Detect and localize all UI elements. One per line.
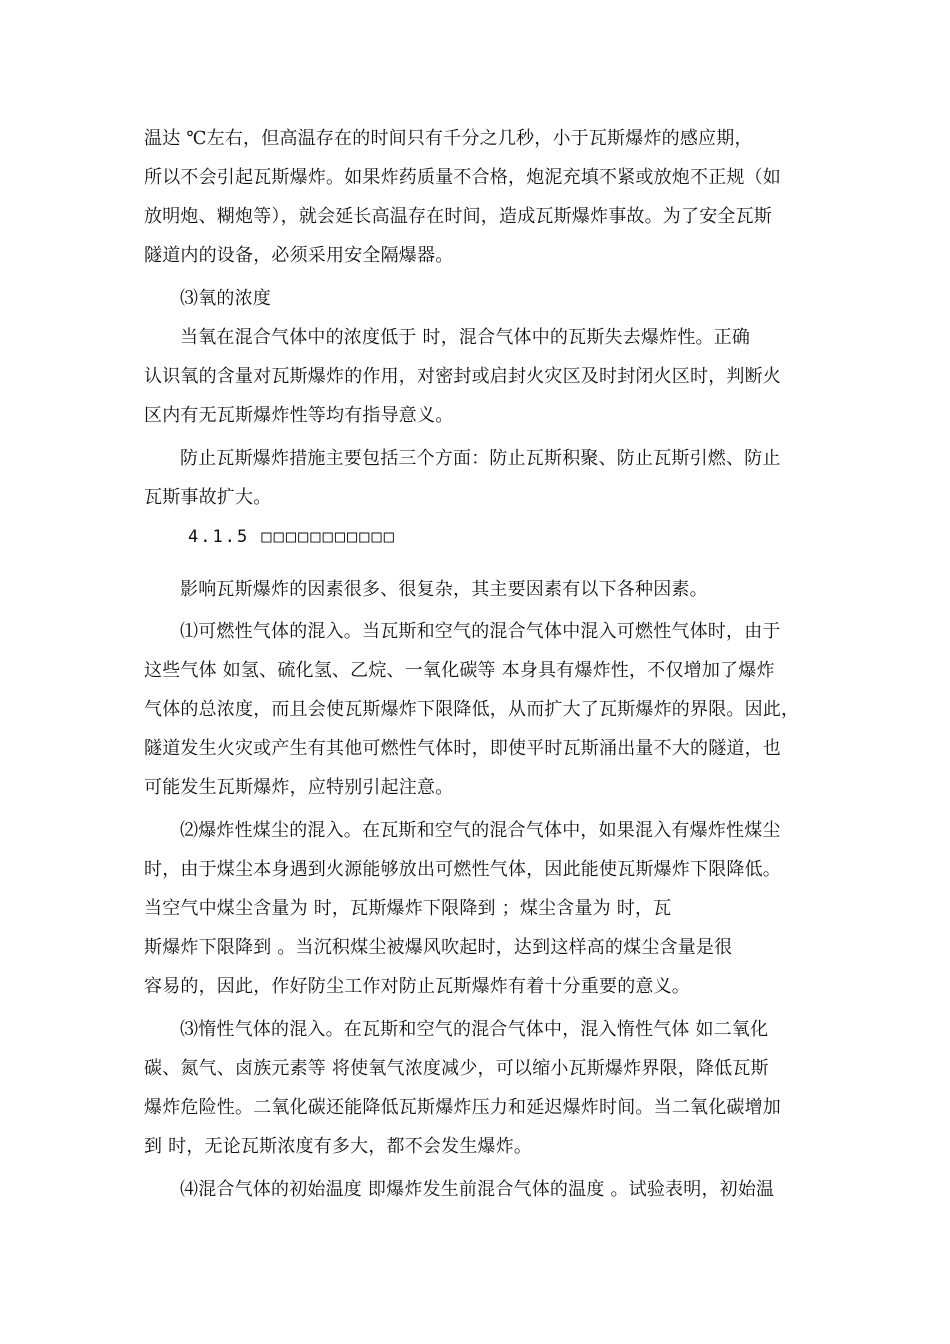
body-text-line: 所以不会引起瓦斯爆炸。如果炸药质量不合格，炮泥充填不紧或放炮不正规（如 xyxy=(144,167,781,188)
body-text-line: ⑵爆炸性煤尘的混入。在瓦斯和空气的混合气体中，如果混入有爆炸性煤尘 xyxy=(180,820,781,841)
body-text-line: 区内有无瓦斯爆炸性等均有指导意义。 xyxy=(144,405,454,426)
body-text-line: 时，由于煤尘本身遇到火源能够放出可燃性气体，因此能使瓦斯爆炸下限降低。 xyxy=(144,859,781,880)
body-text-line: 到 时，无论瓦斯浓度有多大，都不会发生爆炸。 xyxy=(144,1136,533,1157)
body-text-line: 认识氧的含量对瓦斯爆炸的作用，对密封或启封火灾区及时封闭火区时，判断火 xyxy=(144,366,781,387)
body-text-line: 容易的，因此，作好防尘工作对防止瓦斯爆炸有着十分重要的意义。 xyxy=(144,976,690,997)
body-text-line: 影响瓦斯爆炸的因素很多、很复杂，其主要因素有以下各种因素。 xyxy=(180,579,708,600)
body-text-line: 当空气中煤尘含量为 时，瓦斯爆炸下限降到 ；煤尘含量为 时，瓦 xyxy=(144,898,672,919)
body-text-line: 当氧在混合气体中的浓度低于 时，混合气体中的瓦斯失去爆炸性。正确 xyxy=(180,327,751,348)
body-text-line: 防止瓦斯爆炸措施主要包括三个方面：防止瓦斯积聚、防止瓦斯引燃、防止 xyxy=(180,448,781,469)
body-text-line: 斯爆炸下限降到 。当沉积煤尘被爆风吹起时，达到这样高的煤尘含量是很 xyxy=(144,937,733,958)
body-text-line: 这些气体 如氢、硫化氢、乙烷、一氧化碳等 本身具有爆炸性，不仅增加了爆炸 xyxy=(144,660,775,681)
body-text-line: ⑶惰性气体的混入。在瓦斯和空气的混合气体中，混入惰性气体 如二氧化 xyxy=(180,1019,769,1040)
body-text-line: 爆炸危险性。二氧化碳还能降低瓦斯爆炸压力和延迟爆炸时间。当二氧化碳增加 xyxy=(144,1097,781,1118)
body-text-line: 瓦斯事故扩大。 xyxy=(144,487,272,508)
body-text-line: 可能发生瓦斯爆炸，应特别引起注意。 xyxy=(144,777,454,798)
section-heading: 4.1.5 □□□□□□□□□□□ xyxy=(188,527,396,547)
body-text-line: 放明炮、糊炮等），就会延长高温存在时间，造成瓦斯爆炸事故。为了安全瓦斯 xyxy=(144,206,772,227)
body-text-line: 隧道发生火灾或产生有其他可燃性气体时，即使平时瓦斯涌出量不大的隧道，也 xyxy=(144,738,781,759)
subsection-label: ⑶氧的浓度 xyxy=(180,288,271,309)
body-text-line: 隧道内的设备，必须采用安全隔爆器。 xyxy=(144,245,454,266)
body-text-line: ⑴可燃性气体的混入。当瓦斯和空气的混合气体中混入可燃性气体时，由于 xyxy=(180,621,781,642)
body-text-line: 温达 ℃左右，但高温存在的时间只有千分之几秒，小于瓦斯爆炸的感应期， xyxy=(144,128,753,149)
body-text-line: 气体的总浓度，而且会使瓦斯爆炸下限降低，从而扩大了瓦斯爆炸的界限。因此， xyxy=(144,699,800,720)
body-text-line: ⑷混合气体的初始温度 即爆炸发生前混合气体的温度 。试验表明，初始温 xyxy=(180,1179,775,1200)
body-text-line: 碳、氮气、卤族元素等 将使氧气浓度减少，可以缩小瓦斯爆炸界限，降低瓦斯 xyxy=(144,1058,769,1079)
